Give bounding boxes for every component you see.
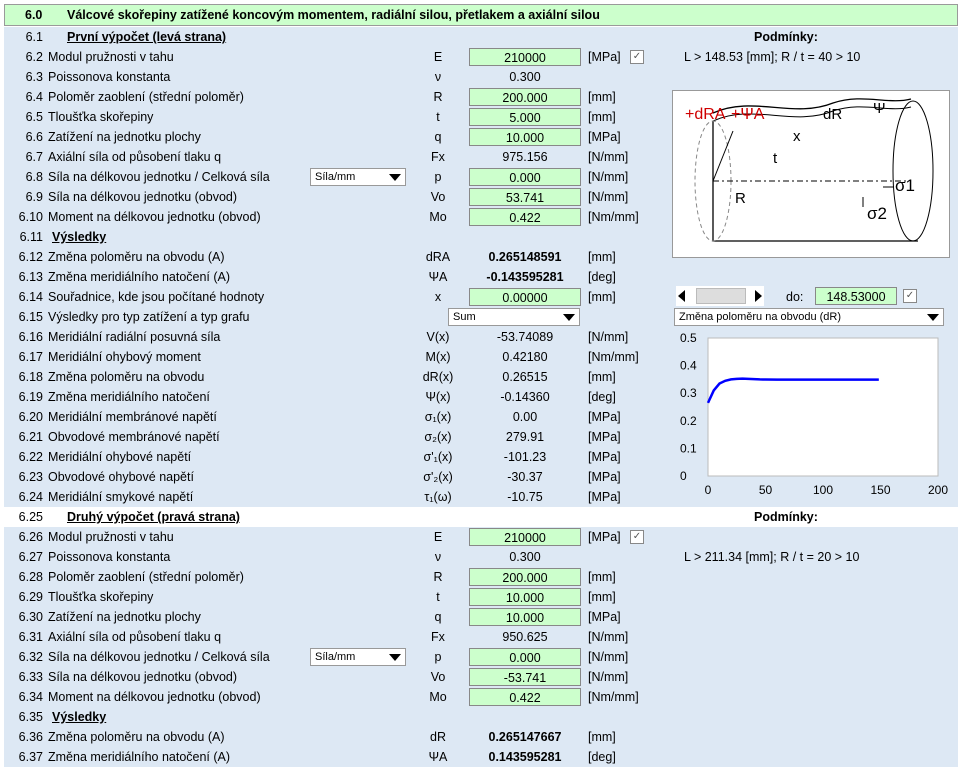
row-unit: [Nm/mm] (588, 350, 639, 364)
row-symbol: dR (430, 730, 446, 744)
row-label: Změna meridiálního natočení (48, 390, 210, 404)
row-label: Změna poloměru na obvodu (A) (48, 250, 225, 264)
value-output: 0.00 (512, 410, 538, 424)
value-input[interactable]: 10.000 (469, 588, 581, 606)
y-tick-label: 0.3 (680, 386, 697, 401)
row-number: 6.27 (18, 550, 43, 564)
condition-note: L > 211.34 [mm]; R / t = 20 > 10 (684, 550, 860, 564)
row-label: Síla na délkovou jednotku / Celková síla (48, 650, 270, 664)
row-label: Moment na délkovou jednotku (obvod) (48, 210, 261, 224)
row-label: Změna meridiálního natočení (A) (48, 270, 231, 284)
row-unit: [mm] (588, 570, 616, 584)
value-output: 0.265147667 (488, 730, 562, 744)
row-number: 6.18 (18, 370, 43, 384)
table-row (4, 67, 958, 87)
x-tick-label: 0 (704, 483, 712, 497)
chevron-down-icon (563, 314, 575, 321)
conditions-title: Podmínky: (754, 30, 818, 44)
table-row (4, 567, 958, 587)
row-unit: [mm] (588, 590, 616, 604)
row-label: Modul pružnosti v tahu (48, 530, 174, 544)
row-unit: [N/mm] (588, 190, 629, 204)
y-tick-label: 0.1 (680, 441, 697, 456)
row-symbol: t (436, 110, 440, 124)
table-row (4, 707, 958, 727)
row-symbol: V(x) (426, 330, 450, 344)
row-unit: [deg] (588, 390, 616, 404)
row-label: Meridiální membránové napětí (48, 410, 217, 424)
section-title: Výsledky (52, 230, 107, 244)
row-number: 6.37 (18, 750, 43, 764)
check-icon[interactable]: ✓ (630, 50, 644, 64)
value-output: 0.300 (509, 550, 541, 564)
value-output: -101.23 (503, 450, 547, 464)
row-unit: [mm] (588, 290, 616, 304)
row-symbol: σ₁(x) (424, 410, 452, 424)
to-value: 148.53000 (815, 287, 897, 305)
y-tick-label: 0 (680, 469, 687, 483)
label-sigma1: σ1 (895, 176, 915, 195)
value-output: 0.265148591 (488, 250, 562, 264)
row-unit: [N/mm] (588, 150, 629, 164)
row-label: Poloměr zaoblení (střední poloměr) (48, 90, 244, 104)
row-label: Poloměr zaoblení (střední poloměr) (48, 570, 244, 584)
value-input[interactable]: 0.000 (469, 168, 581, 186)
row-symbol: R (433, 570, 443, 584)
value-input[interactable]: 0.00000 (469, 288, 581, 306)
row-unit: [MPa] (588, 430, 621, 444)
value-output: 279.91 (505, 430, 545, 444)
x-tick-label: 200 (927, 483, 949, 497)
row-number: 6.25 (18, 510, 43, 524)
row-number: 6.14 (18, 290, 43, 304)
row-number: 6.6 (25, 130, 43, 144)
chevron-down-icon (927, 314, 939, 321)
row-number: 6.34 (18, 690, 43, 704)
dropdown-value: Síla/mm (315, 651, 356, 663)
row-number: 6.20 (18, 410, 43, 424)
row-number: 6.3 (25, 70, 43, 84)
row-label: Meridiální ohybové napětí (48, 450, 192, 464)
row-unit: [MPa] (588, 50, 621, 64)
x-scrollbar[interactable] (676, 286, 764, 306)
row-number: 6.1 (25, 30, 43, 44)
scroll-right-icon[interactable] (755, 290, 762, 302)
value-output: -10.75 (507, 490, 543, 504)
row-number: 6.35 (18, 710, 43, 724)
row-label: Zatížení na jednotku plochy (48, 610, 201, 624)
row-number: 6.12 (18, 250, 43, 264)
row-number: 6.29 (18, 590, 43, 604)
row-number: 6.9 (25, 190, 43, 204)
table-row (4, 687, 958, 707)
row-number: 6.11 (19, 230, 43, 244)
row-symbol: M(x) (425, 350, 451, 364)
table-row (4, 607, 958, 627)
x-tick-label: 50 (758, 483, 773, 497)
row-unit: [N/mm] (588, 630, 629, 644)
row-number: 6.16 (18, 330, 43, 344)
row-label: Meridiální ohybový moment (48, 350, 201, 364)
row-symbol: q (434, 130, 442, 144)
value-input[interactable]: 0.422 (469, 688, 581, 706)
value-input[interactable]: 0.000 (469, 648, 581, 666)
x-tick-label: 100 (812, 483, 834, 497)
row-label: Modul pružnosti v tahu (48, 50, 174, 64)
table-row (4, 627, 958, 647)
row-symbol: τ₁(ω) (424, 490, 452, 504)
shell-diagram-panel (672, 90, 950, 258)
row-number: 6.10 (18, 210, 43, 224)
row-label: Výsledky pro typ zatížení a typ grafu (48, 310, 250, 324)
dropdown-select[interactable] (448, 308, 580, 326)
row-unit: [MPa] (588, 610, 621, 624)
shell-diagram (673, 91, 949, 257)
value-output: 975.156 (502, 150, 548, 164)
row-number: 6.23 (18, 470, 43, 484)
row-symbol: E (433, 50, 443, 64)
row-unit: [MPa] (588, 490, 621, 504)
row-label: Tloušťka skořepiny (48, 590, 154, 604)
label-dra: +dRA (685, 106, 726, 123)
row-label: Moment na délkovou jednotku (obvod) (48, 690, 261, 704)
value-output: -53.74089 (496, 330, 554, 344)
label-psi: Ψ (873, 100, 886, 117)
row-label: Změna poloměru na obvodu (A) (48, 730, 225, 744)
conditions-title: Podmínky: (754, 510, 818, 524)
section-title: Válcové skořepiny zatížené koncovým momentem, radiální silou, přetlakem a axiální silou (67, 8, 600, 22)
value-output: -0.143595281 (486, 270, 564, 284)
row-number: 6.22 (18, 450, 43, 464)
row-symbol: Fx (431, 150, 445, 164)
row-symbol: p (434, 650, 442, 664)
row-unit: [MPa] (588, 530, 621, 544)
row-unit: [mm] (588, 730, 616, 744)
section-header (4, 4, 958, 26)
row-unit: [mm] (588, 110, 616, 124)
row-symbol: p (434, 170, 442, 184)
row-number: 6.21 (18, 430, 43, 444)
value-output: 0.42180 (502, 350, 548, 364)
graph-type-select[interactable] (674, 308, 944, 326)
chevron-down-icon (389, 174, 401, 181)
row-number: 6.31 (18, 630, 43, 644)
row-number: 6.4 (25, 90, 43, 104)
row-symbol: Fx (431, 630, 445, 644)
row-unit: [MPa] (588, 130, 621, 144)
row-unit: [Nm/mm] (588, 210, 639, 224)
row-symbol: Vo (430, 190, 446, 204)
table-row (4, 527, 958, 547)
row-symbol: Vo (430, 670, 446, 684)
value-input[interactable]: 210000 (469, 528, 581, 546)
to-label: do: (786, 290, 804, 304)
scroll-left-icon[interactable] (678, 290, 685, 302)
value-output: -0.14360 (500, 390, 550, 404)
x-tick-label: 150 (870, 483, 891, 497)
value-input[interactable]: 210000 (469, 48, 581, 66)
row-number: 6.30 (18, 610, 43, 624)
row-unit: [N/mm] (588, 170, 629, 184)
row-label: Obvodové ohybové napětí (48, 470, 194, 484)
y-tick-label: 0.2 (680, 413, 697, 428)
row-unit: [MPa] (588, 450, 621, 464)
table-row (4, 587, 958, 607)
value-input[interactable]: 5.000 (469, 108, 581, 126)
row-label: Zatížení na jednotku plochy (48, 130, 201, 144)
row-label: Axiální síla od působení tlaku q (48, 150, 222, 164)
row-unit: [mm] (588, 370, 616, 384)
graph-type-select-value: Změna poloměru na obvodu (dR) (679, 311, 842, 323)
row-number: 6.36 (18, 730, 43, 744)
row-symbol: ΨA (428, 750, 448, 764)
scroll-thumb[interactable] (696, 288, 746, 304)
row-symbol: ΨA (428, 270, 448, 284)
row-symbol: σ₂(x) (424, 430, 452, 444)
row-unit: [N/mm] (588, 650, 629, 664)
table-row (4, 507, 958, 527)
section-number: 6.0 (25, 8, 43, 22)
value-input[interactable]: 10.000 (469, 608, 581, 626)
row-label: Změna meridiálního natočení (A) (48, 750, 231, 764)
condition-note: L > 148.53 [mm]; R / t = 40 > 10 (684, 50, 861, 64)
row-label: Tloušťka skořepiny (48, 110, 154, 124)
table-row (4, 47, 958, 67)
row-unit: [N/mm] (588, 670, 629, 684)
value-output: 0.143595281 (488, 750, 562, 764)
row-symbol: t (436, 590, 440, 604)
row-label: Axiální síla od působení tlaku q (48, 630, 222, 644)
row-unit: [MPa] (588, 410, 621, 424)
row-unit: [mm] (588, 250, 616, 264)
section-title: Druhý výpočet (pravá strana) (67, 510, 240, 524)
row-unit: [deg] (588, 270, 616, 284)
table-row (4, 267, 958, 287)
value-input[interactable]: 0.422 (469, 208, 581, 226)
row-unit: [deg] (588, 750, 616, 764)
row-symbol: q (434, 610, 442, 624)
row-symbol: R (433, 90, 443, 104)
dropdown-select[interactable] (310, 648, 406, 666)
dropdown-value: Síla/mm (315, 171, 356, 183)
value-input[interactable]: -53.741 (469, 668, 581, 686)
table-row (4, 727, 958, 747)
row-symbol: σ'₁(x) (423, 450, 453, 464)
row-symbol: dRA (425, 250, 451, 264)
row-number: 6.5 (25, 110, 43, 124)
row-symbol: ν (434, 70, 442, 84)
row-number: 6.13 (18, 270, 43, 284)
label-r: R (735, 190, 746, 207)
value-output: 0.300 (509, 70, 541, 84)
table-row (4, 747, 958, 767)
row-number: 6.7 (25, 150, 43, 164)
table-row (4, 27, 958, 47)
label-t: t (773, 150, 778, 167)
row-number: 6.24 (18, 490, 43, 504)
row-symbol: σ'₂(x) (423, 470, 453, 484)
row-unit: [Nm/mm] (588, 690, 639, 704)
value-input[interactable]: 53.741 (469, 188, 581, 206)
dropdown-select[interactable] (310, 168, 406, 186)
row-symbol: Mo (429, 690, 447, 704)
row-label: Síla na délkovou jednotku / Celková síla (48, 170, 270, 184)
value-input[interactable]: 10.000 (469, 128, 581, 146)
row-label: Meridiální smykové napětí (48, 490, 194, 504)
dropdown-value: Sum (453, 311, 476, 323)
row-symbol: x (434, 290, 442, 304)
y-tick-label: 0.4 (680, 358, 697, 373)
row-label: Změna poloměru na obvodu (48, 370, 205, 384)
table-row (4, 667, 958, 687)
row-number: 6.19 (18, 390, 43, 404)
value-output: 0.26515 (502, 370, 548, 384)
value-input[interactable]: 200.000 (469, 88, 581, 106)
row-label: Síla na délkovou jednotku (obvod) (48, 670, 238, 684)
to-check[interactable]: ✓ (903, 289, 917, 303)
row-number: 6.32 (18, 650, 43, 664)
row-unit: [MPa] (588, 470, 621, 484)
row-number: 6.17 (18, 350, 43, 364)
section-title: První výpočet (levá strana) (67, 30, 227, 44)
value-output: -30.37 (507, 470, 543, 484)
section-title: Výsledky (52, 710, 107, 724)
row-number: 6.26 (18, 530, 43, 544)
row-label: Meridiální radiální posuvná síla (48, 330, 221, 344)
table-row (4, 547, 958, 567)
row-label: Poissonova konstanta (48, 70, 171, 84)
row-label: Obvodové membránové napětí (48, 430, 220, 444)
table-row (4, 647, 958, 667)
value-output: 950.625 (502, 630, 548, 644)
row-symbol: ν (434, 550, 442, 564)
value-input[interactable]: 200.000 (469, 568, 581, 586)
y-tick-label: 0.5 (680, 331, 697, 345)
result-chart (672, 330, 952, 506)
label-sigma2: σ2 (867, 204, 887, 223)
label-psia: +ΨA (731, 106, 765, 123)
row-symbol: Ψ(x) (425, 390, 451, 404)
row-label: Síla na délkovou jednotku (obvod) (48, 190, 238, 204)
plot-area (708, 338, 938, 476)
row-number: 6.2 (25, 50, 43, 64)
row-number: 6.15 (18, 310, 43, 324)
row-number: 6.33 (18, 670, 43, 684)
row-symbol: dR(x) (422, 370, 454, 384)
row-unit: [N/mm] (588, 330, 629, 344)
check-icon[interactable]: ✓ (630, 530, 644, 544)
row-label: Poissonova konstanta (48, 550, 171, 564)
row-unit: [mm] (588, 90, 616, 104)
row-label: Souřadnice, kde jsou počítané hodnoty (48, 290, 265, 304)
row-symbol: Mo (429, 210, 447, 224)
label-dr: dR (823, 106, 843, 123)
label-x: x (793, 128, 801, 145)
chevron-down-icon (389, 654, 401, 661)
row-number: 6.28 (18, 570, 43, 584)
row-number: 6.8 (25, 170, 43, 184)
row-symbol: E (433, 530, 443, 544)
